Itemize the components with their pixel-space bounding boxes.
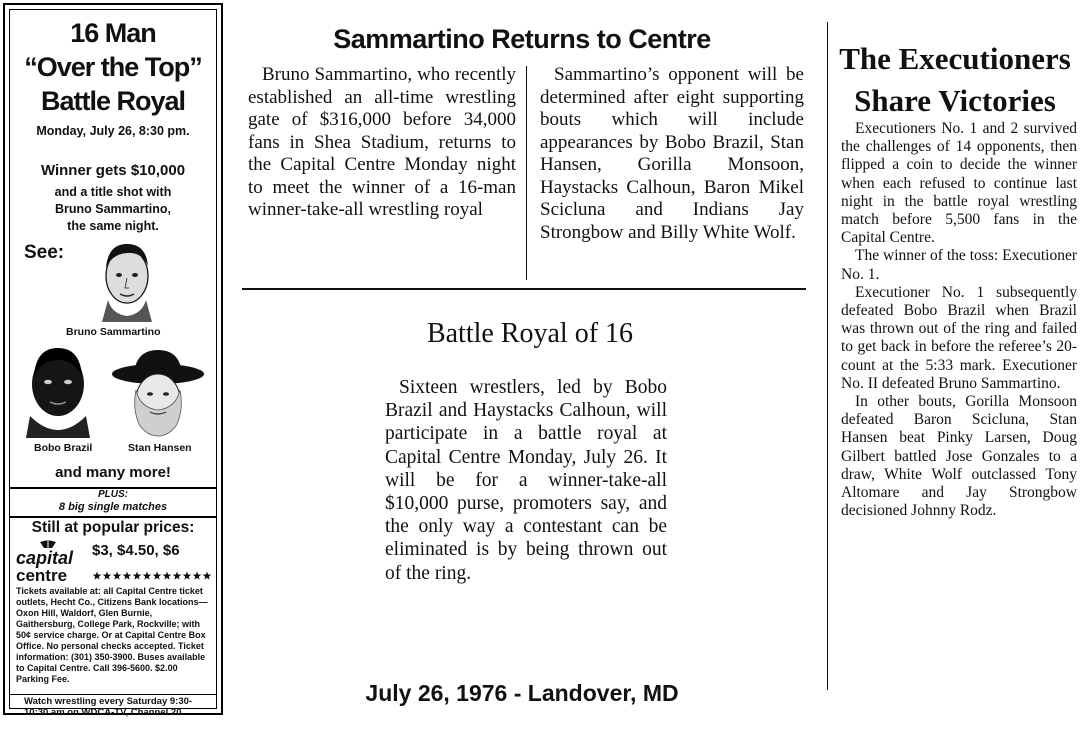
ad-headline-battle-royal: Battle Royal [40, 86, 186, 116]
logo-star-row [92, 570, 212, 582]
date-location-caption: July 26, 1976 - Landover, MD [365, 680, 679, 706]
brazil-photo [24, 340, 92, 438]
sammartino-column-2 [540, 64, 804, 244]
sammartino-column-1 [248, 64, 516, 222]
battle-royal-body [385, 376, 667, 585]
executioners-p2: The winner of the toss: Executioner No. 1. [841, 247, 1077, 283]
executioners-p1: Executioners No. 1 and 2 survived the challenges of 14 opponents, then flipped a coin to decide the winner when each refused to continue last night in the battle royal wrestling match before 5,500 fans in the Capital Centre. [841, 120, 1077, 247]
right-column-rule [827, 22, 828, 690]
ad-divider-tv [10, 694, 216, 695]
logo-star-icon [163, 572, 172, 580]
executioners-headline-line-2: Share Victories [854, 83, 1056, 118]
logo-star-icon [93, 572, 102, 580]
sammartino-headline: Sammartino Returns to Centre [333, 24, 711, 54]
battle-royal-text: Sixteen wrestlers, led by Bobo Brazil and Haystacks Calhoun, will participate in a battle royal at Capital Centre Monday, July 26. It will be for a winner-take-all $10,000 purse, promoters say, and the only way a contestant can be eliminated is by being thrown out of the ring. [385, 377, 667, 584]
sammartino-photo [98, 238, 156, 322]
sammartino-col1-text: Bruno Sammartino, who recently established an all-time wrestling gate of $316,000 before 34,000 fans in Shea Stadium, returns to the Capital Centre Monday night to meet the winner of a 16-man winner-take-all wrestling royal [248, 64, 516, 220]
logo-star-icon [153, 572, 162, 580]
executioners-headline-line-1: The Executioners [839, 41, 1071, 76]
executioners-body [841, 120, 1077, 520]
ad-single-matches: 8 big single matches [58, 501, 168, 513]
ad-headline-over-the-top: “Over the Top” [24, 52, 202, 82]
executioners-p4: In other bouts, Gorilla Monsoon defeated Baron Scicluna, Stan Hansen beat Pinky Larsen, Doug Gilbert battled Jose Gonzales to a draw, White Wolf outclassed Tony Altomare and Jay Strongbow decisioned Johnny Rodz. [841, 393, 1077, 520]
caption-hansen: Stan Hansen [128, 442, 192, 454]
caption-brazil: Bobo Brazil [34, 442, 93, 454]
ad-inner-border [9, 9, 217, 718]
ad-prize-line: Winner gets $10,000 [40, 162, 186, 179]
battle-royal-headline: Battle Royal of 16 [426, 318, 634, 349]
venue-logo-centre: centre [16, 566, 68, 585]
ad-divider-bottom [10, 516, 216, 518]
logo-star-icon [123, 572, 132, 580]
article-divider [242, 288, 806, 290]
logo-star-icon [203, 572, 212, 580]
ad-title-shot-line-2: Bruno Sammartino, [55, 202, 171, 216]
ad-prices-heading: Still at popular prices: [31, 519, 195, 536]
caption-sammartino: Bruno Sammartino [66, 326, 161, 338]
logo-star-icon [103, 572, 112, 580]
ad-title-shot-line: and a title shot with [54, 185, 172, 199]
event-advertisement [3, 3, 223, 718]
logo-star-icon [113, 572, 122, 580]
ad-price-list: $3, $4.50, $6 [92, 542, 180, 559]
venue-logo-capital: capital [16, 548, 74, 568]
ad-headline-16-man: 16 Man [70, 18, 156, 48]
executioners-p3: Executioner No. 1 subsequently defeated Bobo Brazil when Brazil was thrown out of the ring and failed to get back in before the referee’s 20-count at the 5:33 mark. Executioner No. II defeated Bruno Sammartino. [841, 283, 1077, 392]
ad-plus-label: PLUS: [98, 489, 128, 500]
sammartino-col2-text: Sammartino’s opponent will be determined after eight supporting bouts which will include appearances by Bobo Brazil, Stan Hansen, Gorilla Monsoon, Haystacks Calhoun, Baron Mikel Scicluna and Indians Jay Strongbow and Billy White Wolf. [540, 64, 804, 243]
logo-star-icon [193, 572, 202, 580]
hansen-photo [110, 350, 206, 440]
logo-star-icon [183, 572, 192, 580]
tv-broadcast-line: Watch wrestling every Saturday 9:30-10:30 am on WDCA-TV, Channel 20. [24, 696, 193, 718]
ticket-fine-print: Tickets available at: all Capital Centre ticket outlets, Hecht Co., Citizens Bank locations—Oxon Hill, Waldorf, Glen Burnie, Gaithersburg, College Park, Rockville; with 50¢ service charge. Or at Capital Centre Box Office. No personal checks accepted. Ticket information: (301) 350-3900. Buses available to Capital Centre. Call 396-5600. $2.00 Parking Fee. [16, 586, 208, 684]
column-rule [526, 66, 527, 280]
logo-star-icon [173, 572, 182, 580]
ad-see-label: See: [24, 242, 65, 263]
executioners-headline [830, 38, 1080, 122]
logo-star-icon [143, 572, 152, 580]
ad-title-shot-line-3: the same night. [67, 219, 159, 233]
ad-event-date: Monday, July 26, 8:30 pm. [36, 124, 190, 138]
ad-many-more: and many more! [55, 464, 171, 481]
logo-star-icon [133, 572, 142, 580]
